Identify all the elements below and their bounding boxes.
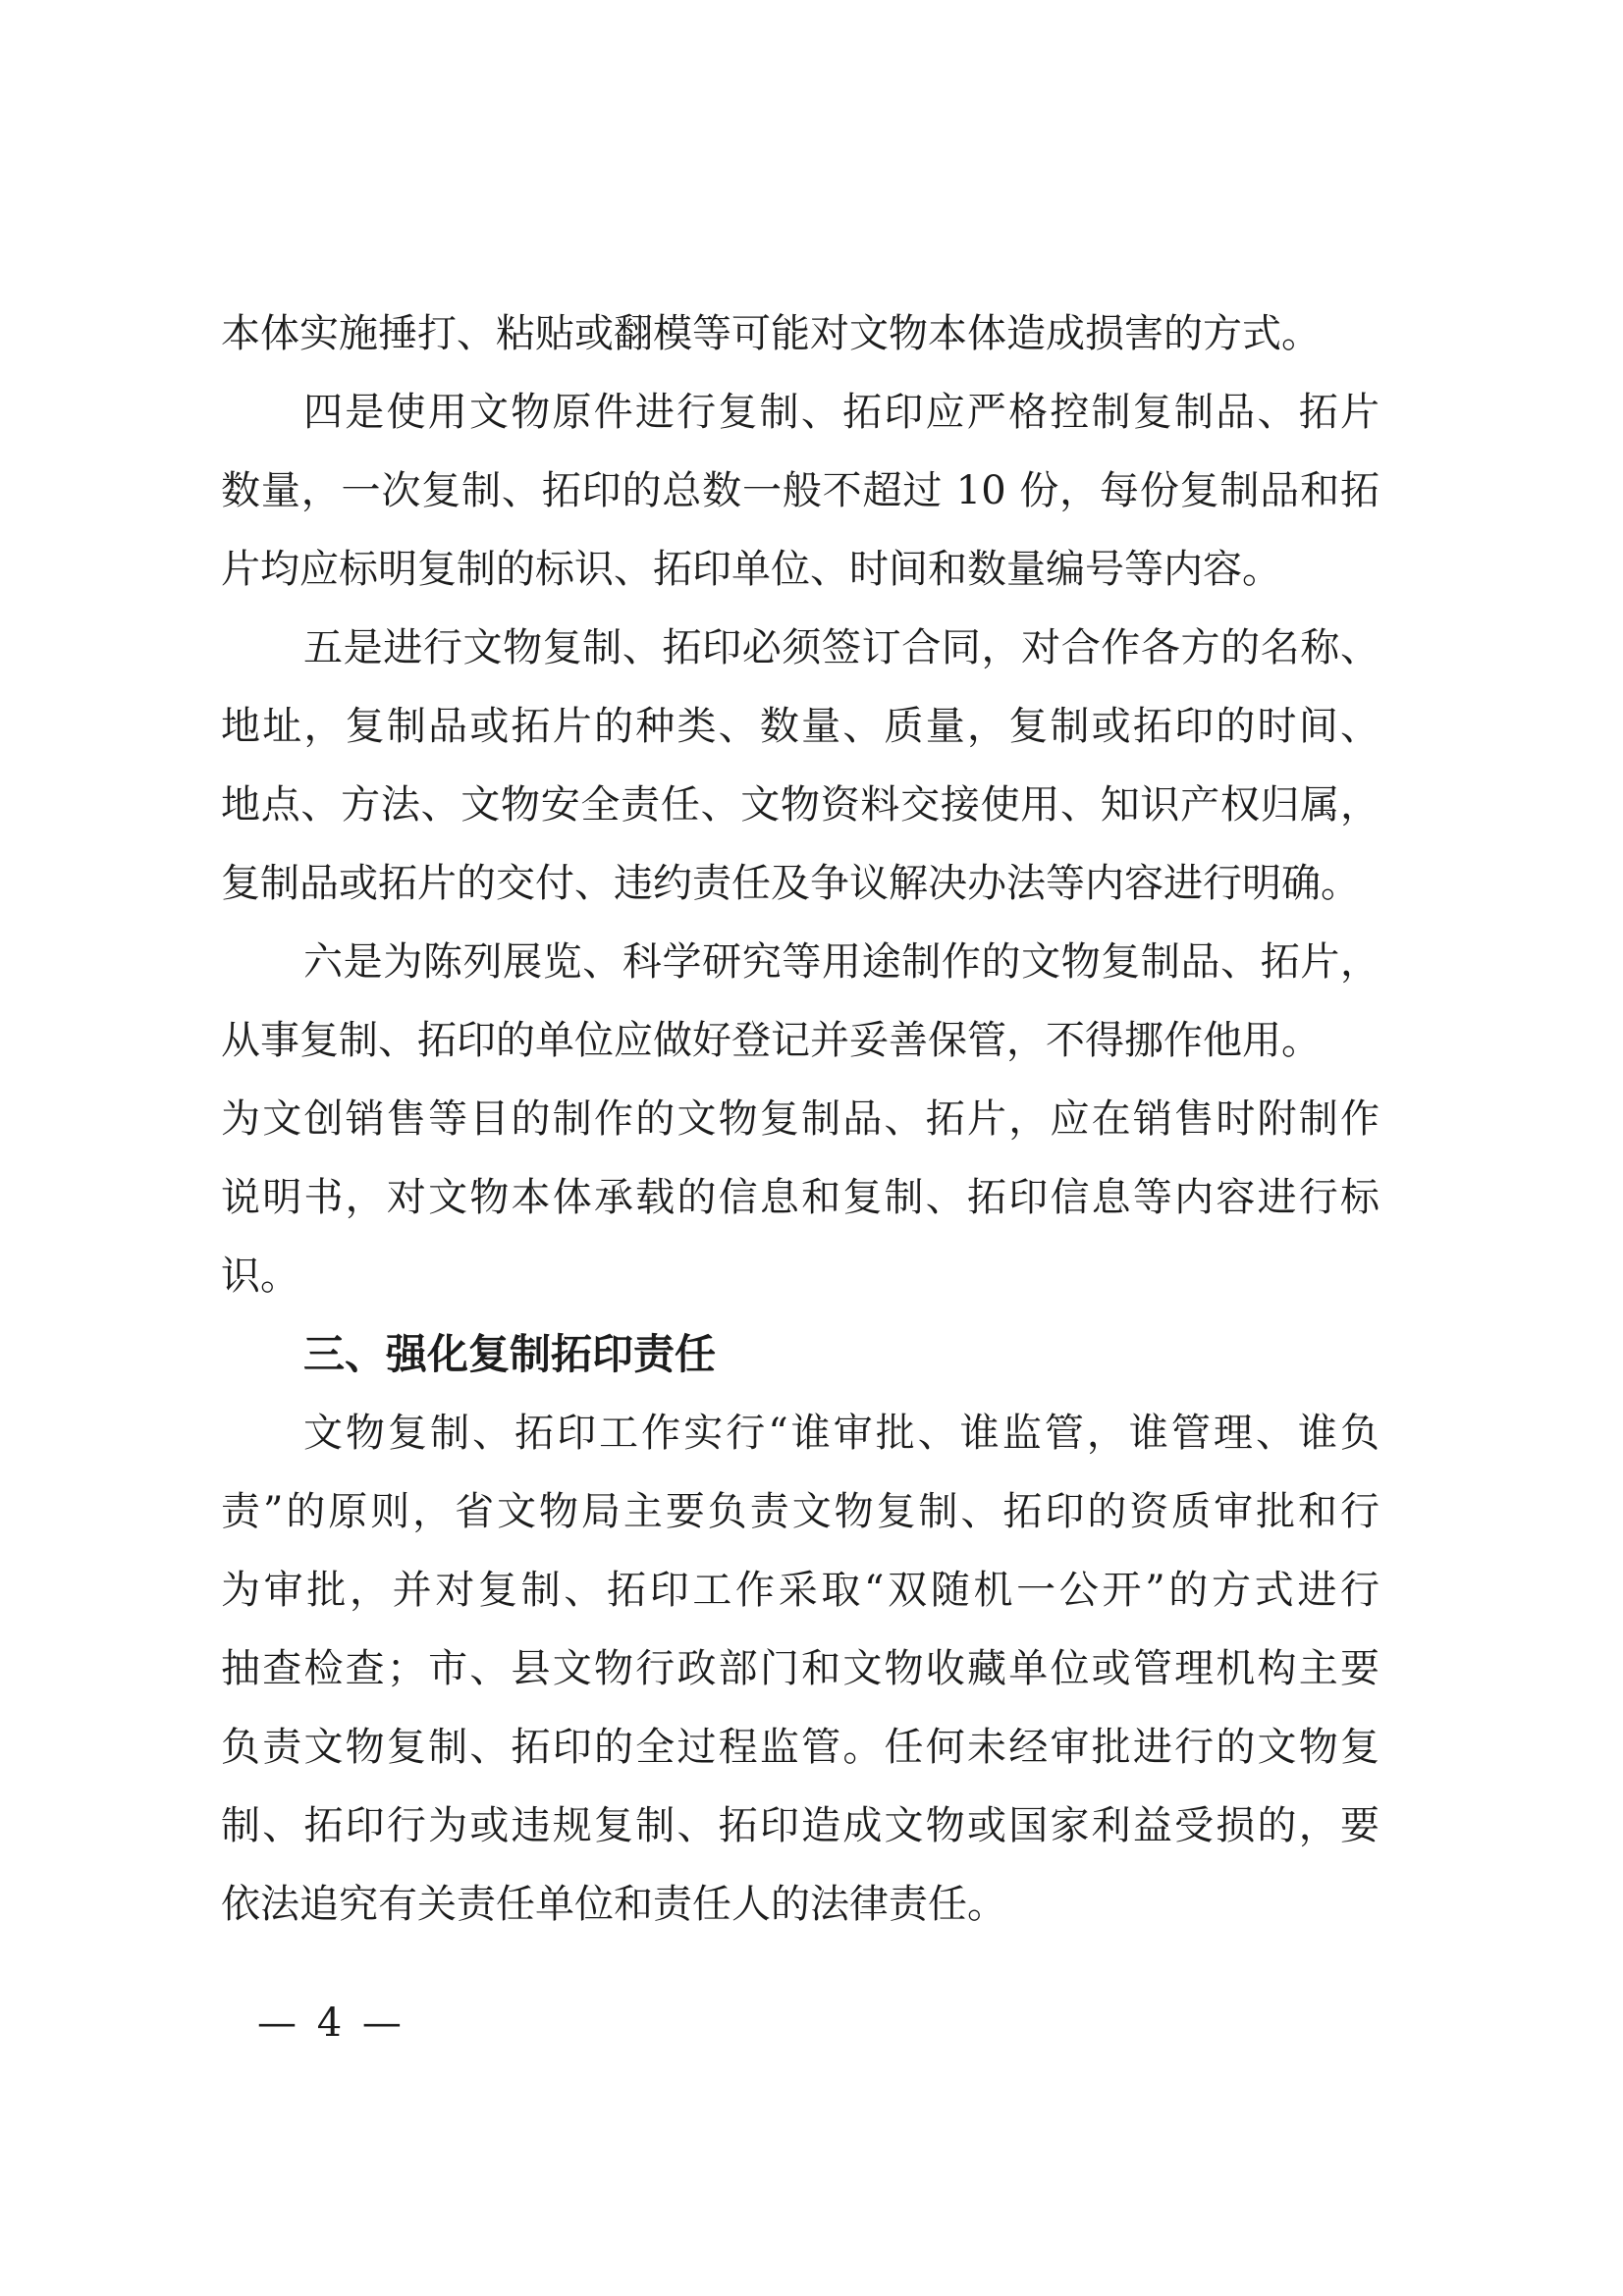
text-line: 地址，复制品或拓片的种类、数量、质量，复制或拓印的时间、: [221, 704, 1380, 749]
text-line: 五是进行文物复制、拓印必须签订合同，对合作各方的名称、: [303, 625, 1380, 670]
text-line: 复制品或拓片的交付、违约责任及争议解决办法等内容进行明确。: [221, 861, 1360, 906]
text-line: 数量，一次复制、拓印的总数一般不超过 10 份，每份复制品和拓: [221, 468, 1380, 513]
text-line: 依法追究有关责任单位和责任人的法律责任。: [221, 1882, 1006, 1927]
section-heading: 三、强化复制拓印责任: [303, 1330, 717, 1378]
text-line: 片均应标明复制的标识、拓印单位、时间和数量编号等内容。: [221, 547, 1281, 592]
text-line: 四是使用文物原件进行复制、拓印应严格控制复制品、拓片: [303, 390, 1380, 435]
text-line: 为审批，并对复制、拓印工作采取“双随机一公开”的方式进行: [221, 1568, 1380, 1613]
text-line: 责”的原则，省文物局主要负责文物复制、拓印的资质审批和行: [221, 1489, 1380, 1534]
text-line: 从事复制、拓印的单位应做好登记并妥善保管，不得挪作他用。: [221, 1018, 1321, 1063]
text-line: 六是为陈列展览、科学研究等用途制作的文物复制品、拓片，: [303, 939, 1380, 985]
text-line: 说明书，对文物本体承载的信息和复制、拓印信息等内容进行标: [221, 1175, 1380, 1220]
text-line: 识。: [221, 1254, 299, 1299]
text-line: 为文创销售等目的制作的文物复制品、拓片，应在销售时附制作: [221, 1096, 1380, 1142]
text-line: 地点、方法、文物安全责任、文物资料交接使用、知识产权归属，: [221, 782, 1380, 828]
text-line: 负责文物复制、拓印的全过程监管。任何未经审批进行的文物复: [221, 1725, 1380, 1770]
page-footer: [257, 1984, 406, 2062]
text-line: 本体实施捶打、粘贴或翻模等可能对文物本体造成损害的方式。: [221, 311, 1321, 356]
text-line: 文物复制、拓印工作实行“谁审批、谁监管，谁管理、谁负: [303, 1411, 1380, 1456]
text-line: 制、拓印行为或违规复制、拓印造成文物或国家利益受损的，要: [221, 1803, 1380, 1848]
page-number: — 4 —: [257, 2001, 406, 2046]
text-block: [221, 294, 1380, 1944]
text-line: 抽查检查；市、县文物行政部门和文物收藏单位或管理机构主要: [221, 1646, 1380, 1691]
